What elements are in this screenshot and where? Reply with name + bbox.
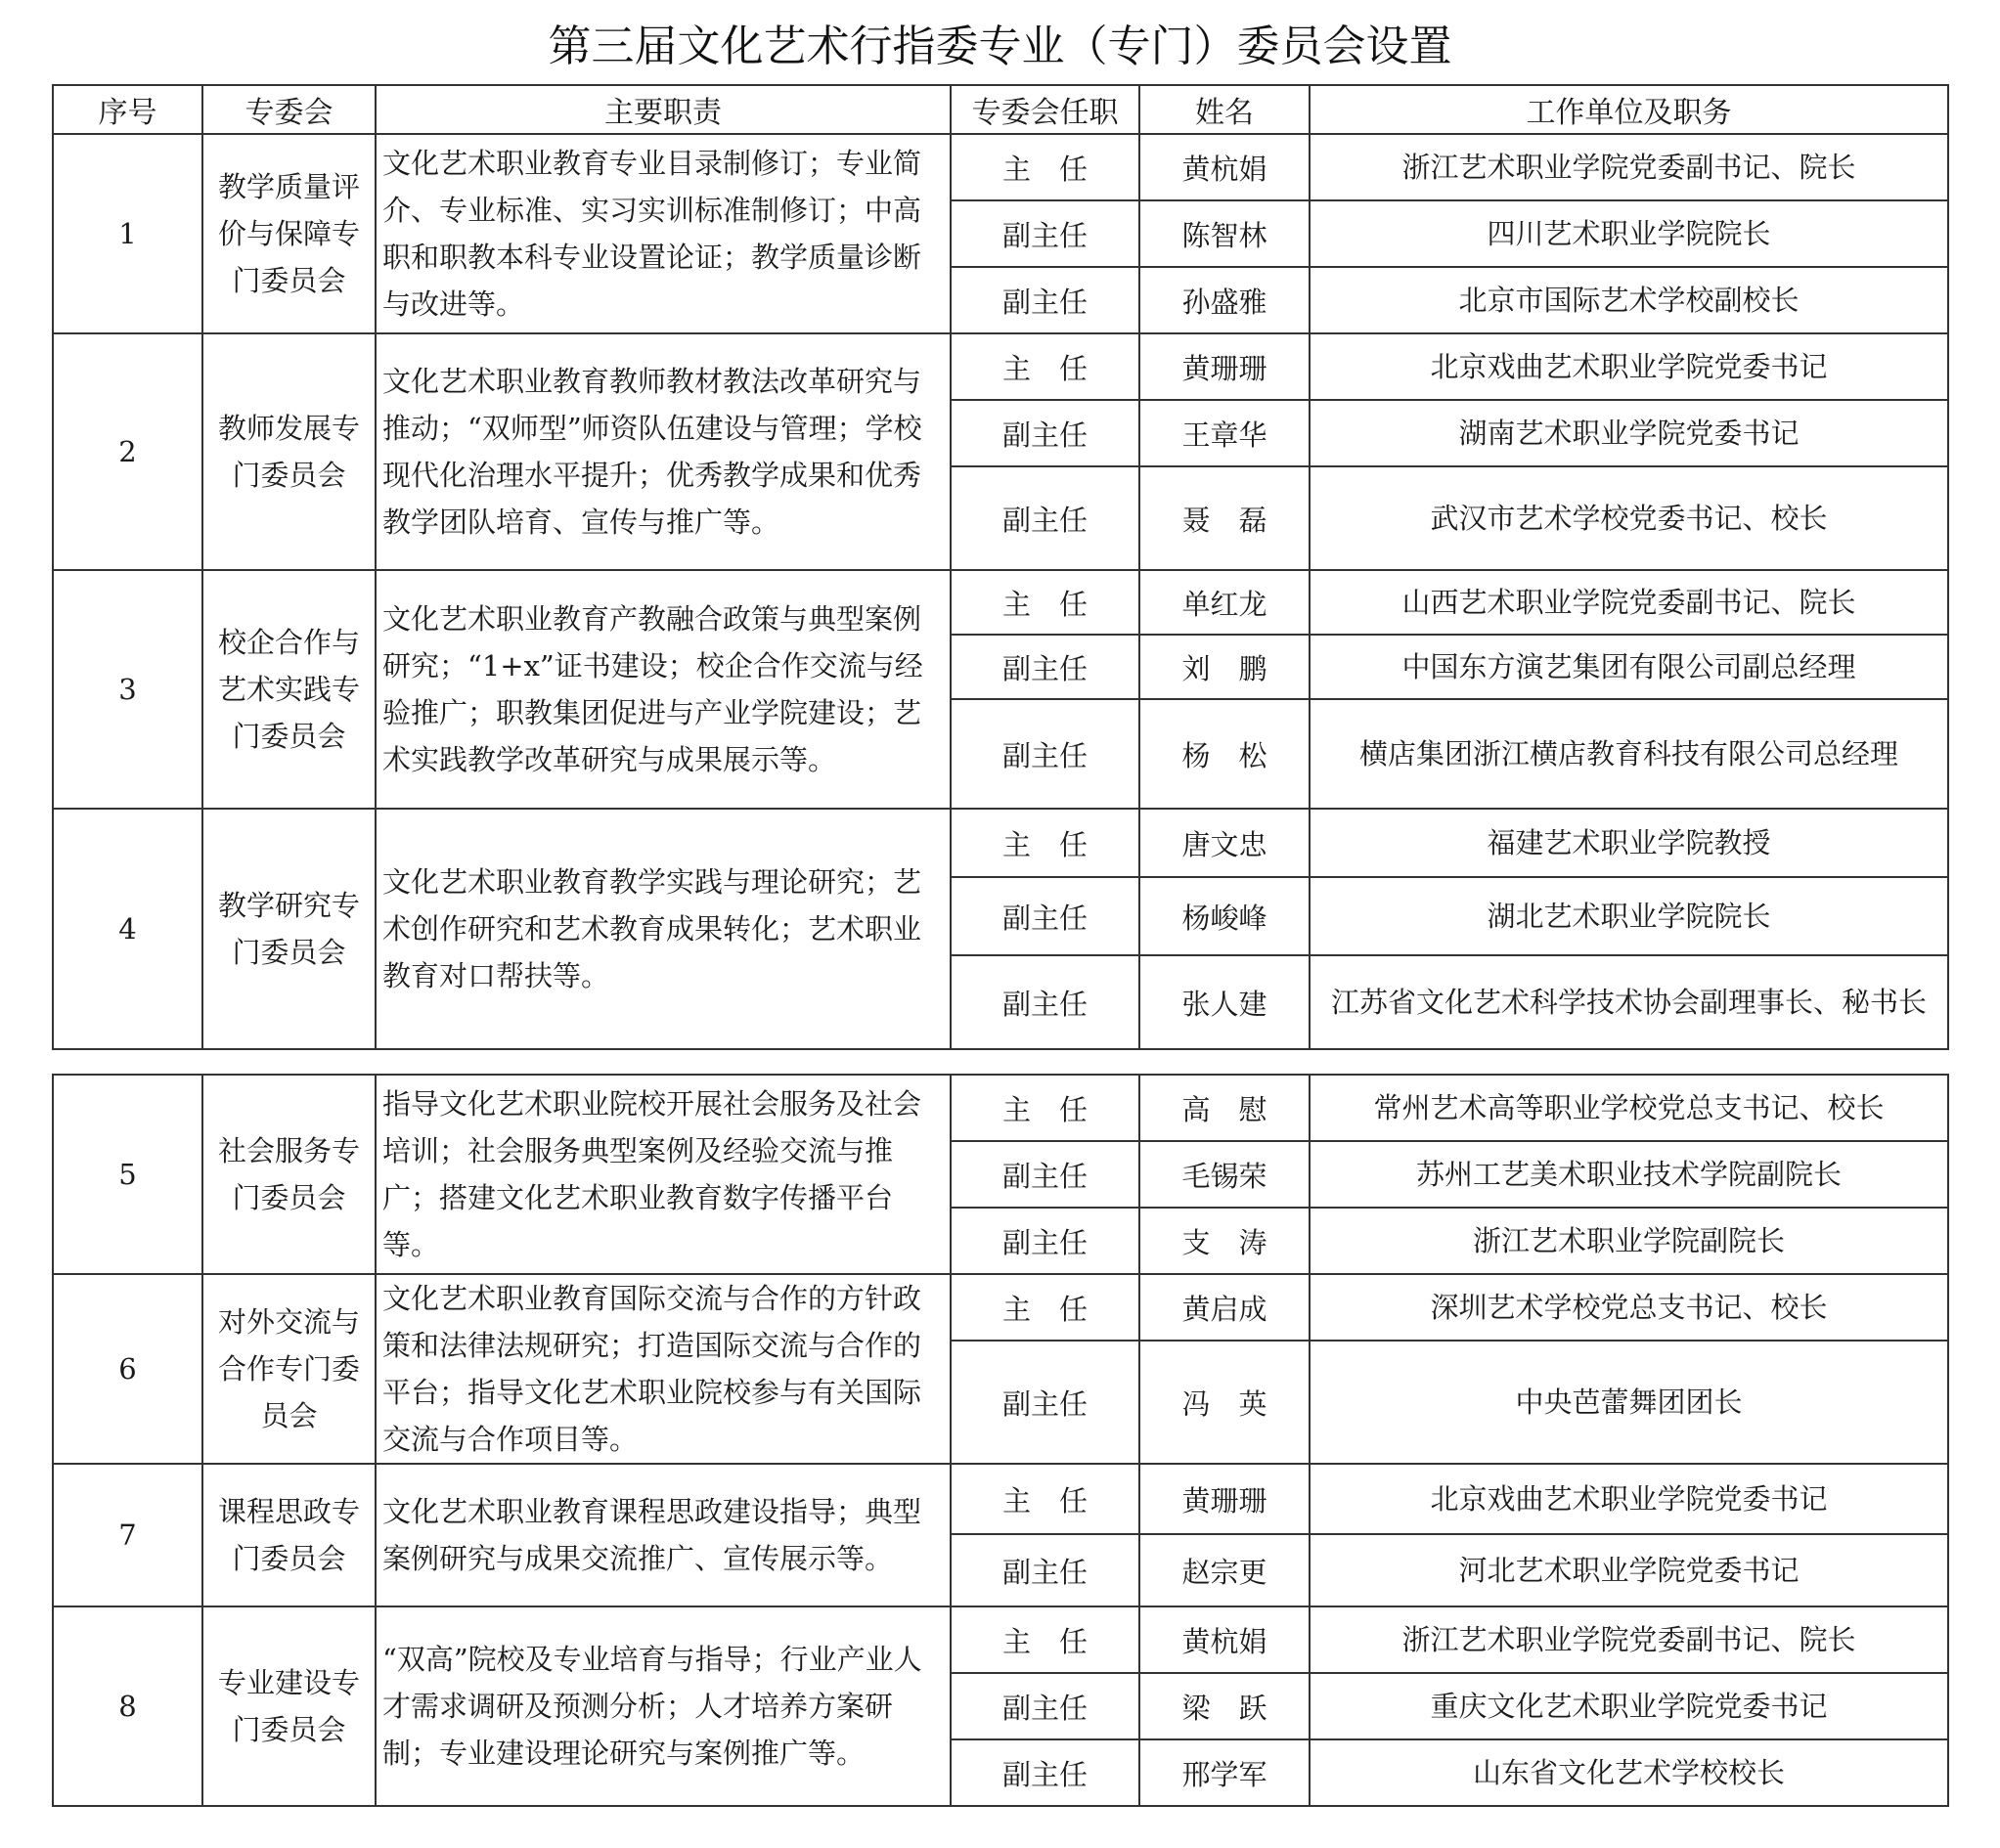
committee-seq: 1 (53, 134, 202, 333)
table-row (53, 134, 1948, 200)
member-unit: 北京戏曲艺术职业学院党委书记 (1310, 1464, 1948, 1534)
member-name: 杨峻峰 (1139, 877, 1310, 955)
committee-seq: 6 (53, 1274, 202, 1464)
table-row (53, 1606, 1948, 1673)
committee-name: 校企合作与艺术实践专门委员会 (202, 570, 376, 809)
committee-name: 教学研究专门委员会 (202, 809, 376, 1049)
committee-seq: 5 (53, 1075, 202, 1274)
committee-seq: 4 (53, 809, 202, 1049)
member-position: 副主任 (951, 267, 1139, 333)
committee-duties: “双高”院校及专业培育与指导；行业产业人才需求调研及预测分析；人才培养方案研制；专业建设理论研究与案例推广等。 (376, 1606, 951, 1806)
member-position: 主 任 (951, 333, 1139, 400)
member-position: 主 任 (951, 570, 1139, 635)
committee-seq: 8 (53, 1606, 202, 1806)
committee-duties: 指导文化艺术职业院校开展社会服务及社会培训；社会服务典型案例及经验交流与推广；搭建文化艺术职业教育数字传播平台等。 (376, 1075, 951, 1274)
member-name: 支 涛 (1139, 1208, 1310, 1274)
member-unit: 河北艺术职业学院党委书记 (1310, 1534, 1948, 1606)
member-unit: 江苏省文化艺术科学技术协会副理事长、秘书长 (1310, 955, 1948, 1049)
member-name: 高 慰 (1139, 1075, 1310, 1141)
member-position: 副主任 (951, 400, 1139, 466)
member-unit: 山西艺术职业学院党委副书记、院长 (1310, 570, 1948, 635)
header-duties: 主要职责 (376, 85, 951, 134)
member-position: 副主任 (951, 1208, 1139, 1274)
member-position: 主 任 (951, 1075, 1139, 1141)
member-position: 主 任 (951, 1606, 1139, 1673)
committee-table-part1 (52, 84, 1949, 1050)
member-unit: 横店集团浙江横店教育科技有限公司总经理 (1310, 699, 1948, 809)
committee-name: 教学质量评价与保障专门委员会 (202, 134, 376, 333)
member-unit: 重庆文化艺术职业学院党委书记 (1310, 1673, 1948, 1739)
committee-duties: 文化艺术职业教育国际交流与合作的方针政策和法律法规研究；打造国际交流与合作的平台；指导文化艺术职业院校参与有关国际交流与合作项目等。 (376, 1274, 951, 1464)
member-name: 王章华 (1139, 400, 1310, 466)
member-unit: 深圳艺术学校党总支书记、校长 (1310, 1274, 1948, 1341)
member-unit: 湖南艺术职业学院党委书记 (1310, 400, 1948, 466)
member-name: 黄杭娟 (1139, 134, 1310, 200)
committee-duties: 文化艺术职业教育课程思政建设指导；典型案例研究与成果交流推广、宣传展示等。 (376, 1464, 951, 1606)
member-name: 孙盛雅 (1139, 267, 1310, 333)
member-position: 主 任 (951, 809, 1139, 877)
committee-name: 对外交流与合作专门委员会 (202, 1274, 376, 1464)
member-position: 副主任 (951, 1534, 1139, 1606)
committee-name: 专业建设专门委员会 (202, 1606, 376, 1806)
member-unit: 浙江艺术职业学院党委副书记、院长 (1310, 1606, 1948, 1673)
committee-name: 教师发展专门委员会 (202, 333, 376, 570)
member-name: 毛锡荣 (1139, 1141, 1310, 1208)
member-unit: 北京戏曲艺术职业学院党委书记 (1310, 333, 1948, 400)
committee-seq: 7 (53, 1464, 202, 1606)
committee-seq: 2 (53, 333, 202, 570)
member-unit: 山东省文化艺术学校校长 (1310, 1739, 1948, 1806)
header-position: 专委会任职 (951, 85, 1139, 134)
member-name: 张人建 (1139, 955, 1310, 1049)
member-name: 梁 跃 (1139, 1673, 1310, 1739)
member-unit: 福建艺术职业学院教授 (1310, 809, 1948, 877)
committee-table-part2 (52, 1074, 1949, 1807)
committee-seq: 3 (53, 570, 202, 809)
table-row (53, 1464, 1948, 1534)
member-position: 副主任 (951, 877, 1139, 955)
member-name: 赵宗更 (1139, 1534, 1310, 1606)
member-position: 主 任 (951, 134, 1139, 200)
committee-duties: 文化艺术职业教育教学实践与理论研究；艺术创作研究和艺术教育成果转化；艺术职业教育对口帮扶等。 (376, 809, 951, 1049)
member-position: 主 任 (951, 1274, 1139, 1341)
member-name: 单红龙 (1139, 570, 1310, 635)
committee-name: 社会服务专门委员会 (202, 1075, 376, 1274)
member-name: 黄启成 (1139, 1274, 1310, 1341)
member-name: 陈智林 (1139, 200, 1310, 267)
member-position: 主 任 (951, 1464, 1139, 1534)
member-unit: 常州艺术高等职业学校党总支书记、校长 (1310, 1075, 1948, 1141)
member-name: 黄珊珊 (1139, 333, 1310, 400)
table-header-row (53, 85, 1948, 134)
committee-duties: 文化艺术职业教育教师教材教法改革研究与推动；“双师型”师资队伍建设与管理；学校现代化治理水平提升；优秀教学成果和优秀教学团队培育、宣传与推广等。 (376, 333, 951, 570)
member-unit: 湖北艺术职业学院院长 (1310, 877, 1948, 955)
page-title: 第三届文化艺术行指委专业（专门）委员会设置 (548, 22, 1452, 71)
member-name: 黄杭娟 (1139, 1606, 1310, 1673)
member-unit: 四川艺术职业学院院长 (1310, 200, 1948, 267)
header-seq: 序号 (53, 85, 202, 134)
member-position: 副主任 (951, 1341, 1139, 1464)
member-unit: 中国东方演艺集团有限公司副总经理 (1310, 635, 1948, 699)
member-name: 唐文忠 (1139, 809, 1310, 877)
member-name: 冯 英 (1139, 1341, 1310, 1464)
member-position: 副主任 (951, 1739, 1139, 1806)
member-position: 副主任 (951, 1141, 1139, 1208)
member-unit: 浙江艺术职业学院副院长 (1310, 1208, 1948, 1274)
member-position: 副主任 (951, 635, 1139, 699)
member-name: 邢学军 (1139, 1739, 1310, 1806)
member-name: 刘 鹏 (1139, 635, 1310, 699)
header-name: 姓名 (1139, 85, 1310, 134)
header-unit: 工作单位及职务 (1310, 85, 1948, 134)
member-unit: 浙江艺术职业学院党委副书记、院长 (1310, 134, 1948, 200)
member-unit: 武汉市艺术学校党委书记、校长 (1310, 466, 1948, 570)
header-committee: 专委会 (202, 85, 376, 134)
table-row (53, 570, 1948, 635)
committee-name: 课程思政专门委员会 (202, 1464, 376, 1606)
member-unit: 苏州工艺美术职业技术学院副院长 (1310, 1141, 1948, 1208)
member-position: 副主任 (951, 200, 1139, 267)
member-position: 副主任 (951, 466, 1139, 570)
member-unit: 北京市国际艺术学校副校长 (1310, 267, 1948, 333)
table-row (53, 1075, 1948, 1141)
table-row (53, 1274, 1948, 1341)
member-unit: 中央芭蕾舞团团长 (1310, 1341, 1948, 1464)
member-name: 聂 磊 (1139, 466, 1310, 570)
member-name: 黄珊珊 (1139, 1464, 1310, 1534)
member-position: 副主任 (951, 1673, 1139, 1739)
committee-duties: 文化艺术职业教育专业目录制修订；专业简介、专业标准、实习实训标准制修订；中高职和职教本科专业设置论证；教学质量诊断与改进等。 (376, 134, 951, 333)
committee-duties: 文化艺术职业教育产教融合政策与典型案例研究；“1+x”证书建设；校企合作交流与经验推广；职教集团促进与产业学院建设；艺术实践教学改革研究与成果展示等。 (376, 570, 951, 809)
table-row (53, 333, 1948, 400)
member-position: 副主任 (951, 955, 1139, 1049)
table-row (53, 809, 1948, 877)
member-name: 杨 松 (1139, 699, 1310, 809)
member-position: 副主任 (951, 699, 1139, 809)
